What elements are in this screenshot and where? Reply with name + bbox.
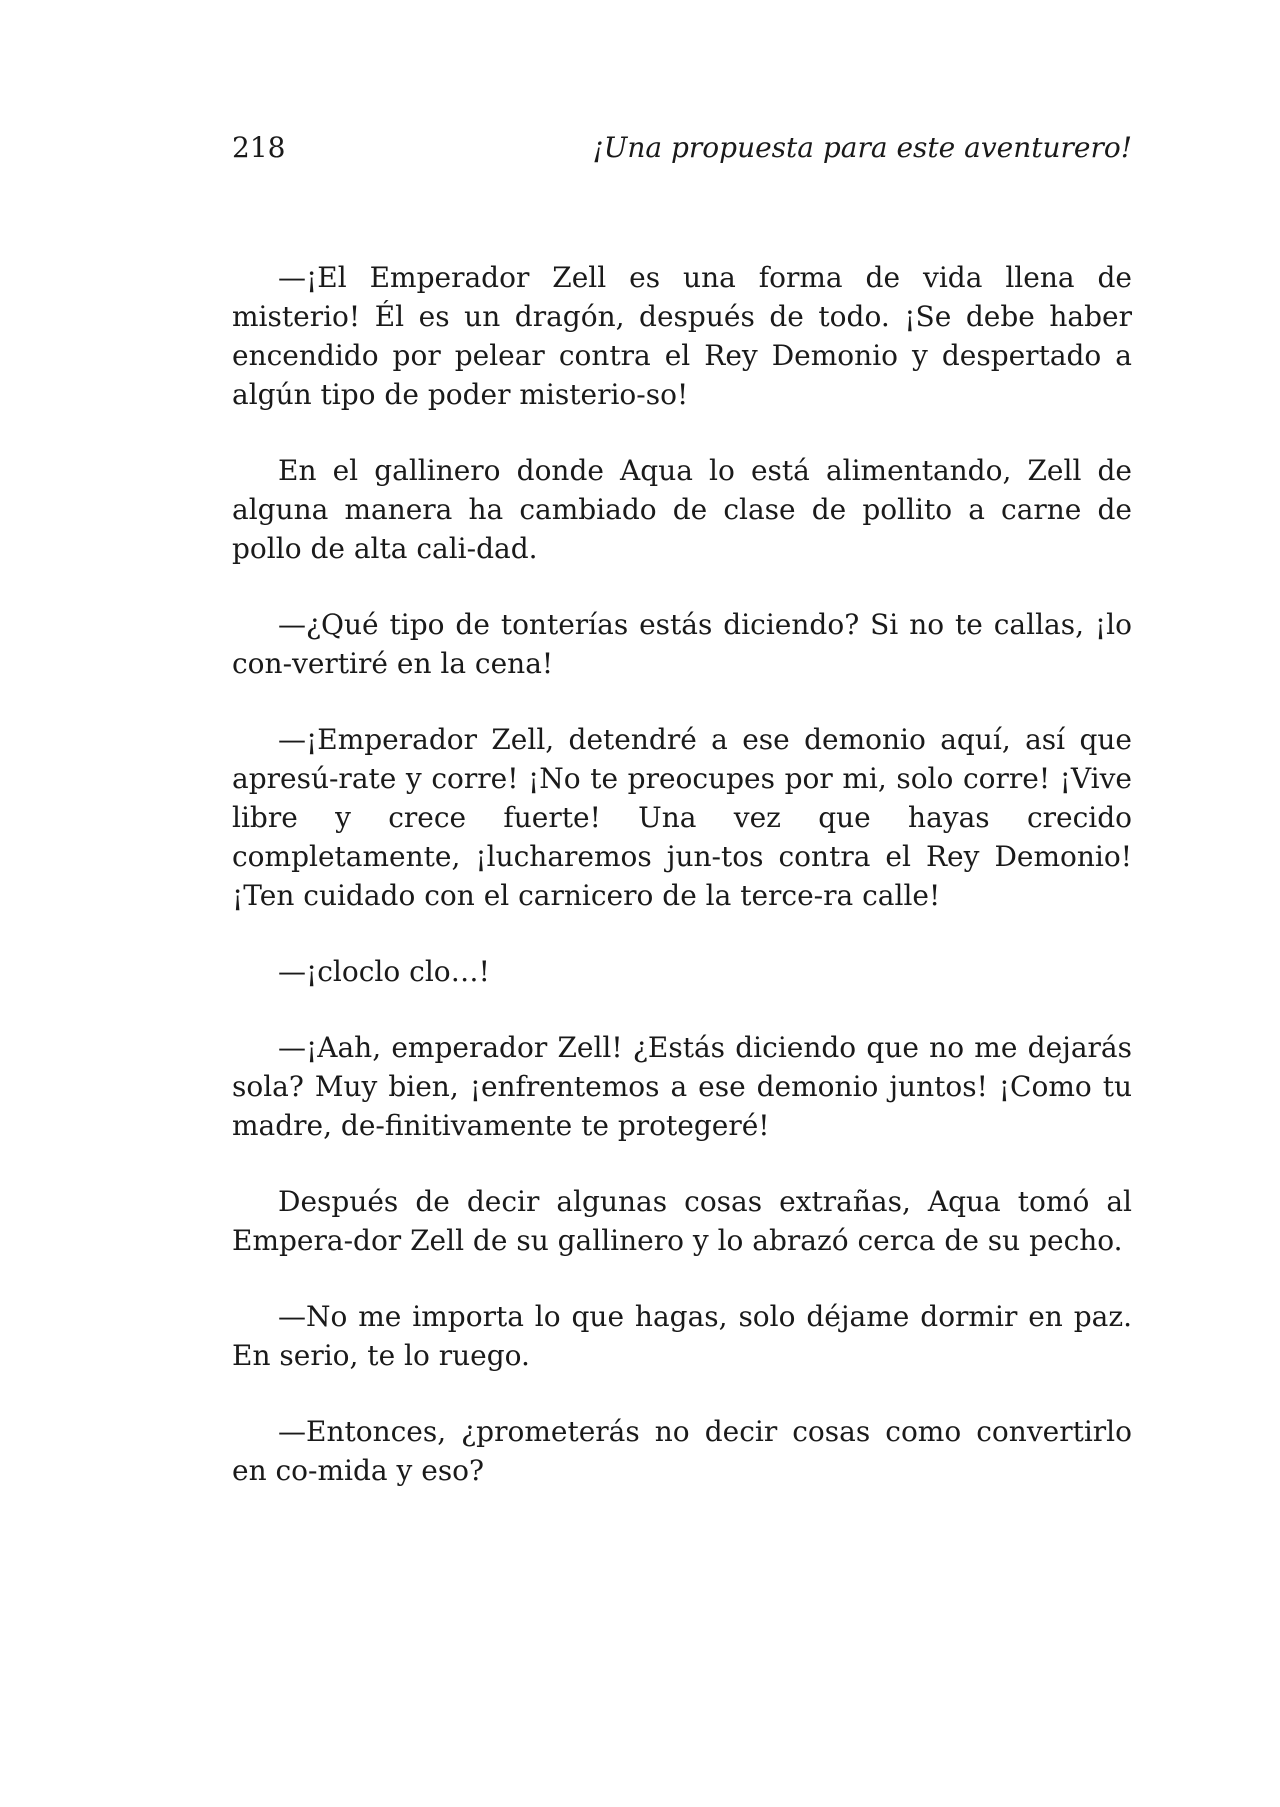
paragraph-dialogue-2: —¿Qué tipo de tonterías estás diciendo? Si no te callas, ¡lo con-vertiré en la cena! bbox=[232, 608, 1132, 680]
paragraph-dialogue-1: —¡El Emperador Zell es una forma de vida llena de misterio! Él es un dragón, después de todo. ¡Se debe haber encendido por pelear contra el Rey Demonio y despertado a algún tipo de poder misterio-so! bbox=[232, 261, 1132, 411]
paragraph-narration-1: En el gallinero donde Aqua lo está alimentando, Zell de alguna manera ha cambiado de clase de pollito a carne de pollo de alta cali-dad. bbox=[232, 454, 1132, 565]
paragraph-dialogue-4: —¡cloclo clo…! bbox=[278, 955, 490, 988]
paragraph-dialogue-7: —Entonces, ¿prometerás no decir cosas como convertirlo en co-mida y eso? bbox=[232, 1415, 1132, 1487]
page-number: 218 bbox=[232, 131, 286, 164]
paragraph-dialogue-3: —¡Emperador Zell, detendré a ese demonio aquí, así que apresú-rate y corre! ¡No te preocupes por mi, solo corre! ¡Vive libre y crece fuerte! Una vez que hayas crecido completamente, ¡lucharemos jun-tos contra el Rey Demonio! ¡Ten cuidado con el carnicero de la terce-ra calle! bbox=[232, 723, 1132, 912]
paragraph-dialogue-5: —¡Aah, emperador Zell! ¿Estás diciendo que no me dejarás sola? Muy bien, ¡enfrentemos a ese demonio juntos! ¡Como tu madre, de-finitivamente te protegeré! bbox=[232, 1031, 1132, 1142]
paragraph-narration-2: Después de decir algunas cosas extrañas, Aqua tomó al Empera-dor Zell de su gallinero y lo abrazó cerca de su pecho. bbox=[232, 1185, 1132, 1257]
body-text bbox=[232, 258, 1132, 1527]
paragraph-dialogue-6: —No me importa lo que hagas, solo déjame dormir en paz. En serio, te lo ruego. bbox=[232, 1300, 1132, 1372]
running-header bbox=[232, 128, 1132, 168]
chapter-title: ¡Una propuesta para este aventurero! bbox=[592, 131, 1132, 164]
